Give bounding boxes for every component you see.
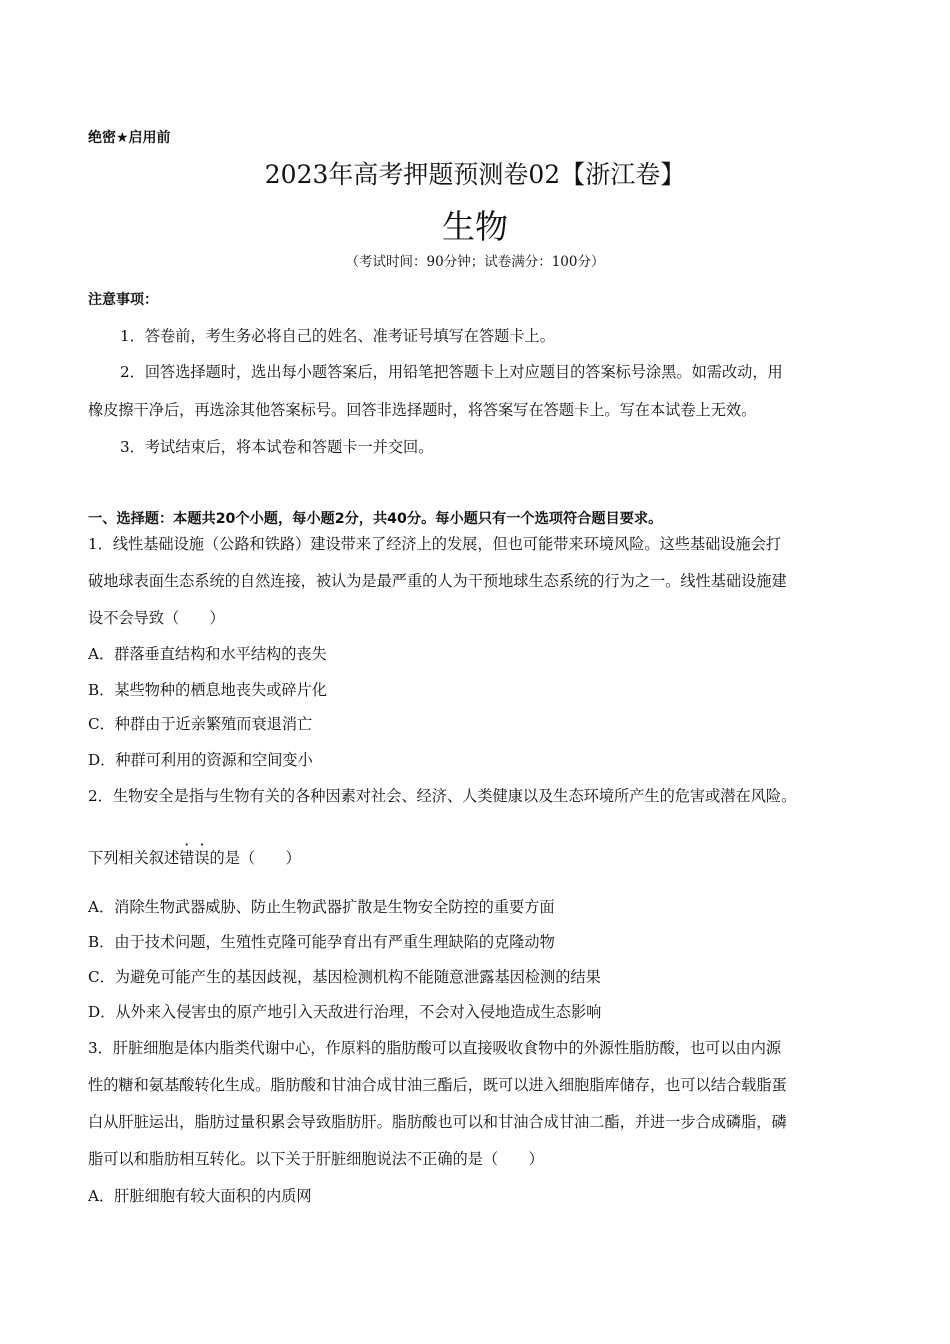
question-2-stem-suffix: 的是（ ） — [209, 849, 301, 867]
exam-title: 2023年高考押题预测卷02【浙江卷】 — [264, 160, 686, 189]
question-2-option-a: A．消除生物武器威胁、防止生物武器扩散是生物安全防控的重要方面 — [88, 898, 555, 916]
question-2-text: 2．生物安全是指与生物有关的各种因素对社会、经济、人类健康以及生态环境所产生的危害或潜在风险。 — [88, 787, 797, 805]
subject-title: 生物 — [442, 207, 508, 246]
question-3-text: 性的糖和氨基酸转化生成。脂肪酸和甘油合成甘油三酯后，既可以进入细胞脂库储存，也可以结合载脂蛋 — [88, 1076, 787, 1094]
question-1-option-a: A．群落垂直结构和水平结构的丧失 — [88, 645, 327, 663]
question-3-text: 白从肝脏运出，脂肪过量积累会导致脂肪肝。脂肪酸也可以和甘油合成甘油二酯，并进一步合成磷脂，磷 — [88, 1113, 787, 1131]
note-item: 1．答卷前，考生务必将自己的姓名、准考证号填写在答题卡上。 — [120, 327, 555, 345]
question-3-option-a: A．肝脏细胞有较大面积的内质网 — [88, 1187, 312, 1205]
exam-info: （考试时间：90分钟；试卷满分：100分） — [345, 254, 605, 270]
question-2-option-b: B．由于技术问题，生殖性克隆可能孕育出有严重生理缺陷的克隆动物 — [88, 933, 555, 951]
question-1-option-b: B．某些物种的栖息地丧失或碎片化 — [88, 681, 327, 699]
question-2-stem-prefix: 下列相关叙述 — [88, 849, 180, 867]
section-heading: 一、选择题：本题共20个小题，每小题2分，共40分。每小题只有一个选项符合题目要求。 — [88, 511, 663, 527]
secret-label: 绝密★启用前 — [88, 130, 171, 146]
note-item-continued: 橡皮擦干净后，再选涂其他答案标号。回答非选择题时，将答案写在答题卡上。写在本试卷上无效。 — [88, 401, 757, 419]
question-3-text: 脂可以和脂肪相互转化。以下关于肝脏细胞说法不正确的是（ ） — [88, 1150, 544, 1168]
question-2-option-d: D．从外来入侵害虫的原产地引入天敌进行治理，不会对入侵地造成生态影响 — [88, 1003, 602, 1021]
emphasis-char: 错 — [179, 849, 195, 867]
question-1-text: 设不会导致（ ） — [88, 609, 225, 627]
question-1-option-c: C．种群由于近亲繁殖而衰退消亡 — [88, 715, 313, 733]
question-3-text: 3．肝脏细胞是体内脂类代谢中心，作原料的脂肪酸可以直接吸收食物中的外源性脂肪酸，也可以由内源 — [88, 1039, 782, 1057]
note-item: 2．回答选择题时，选出每小题答案后，用铅笔把答题卡上对应题目的答案标号涂黑。如需改动，用 — [120, 363, 783, 381]
notes-title: 注意事项： — [88, 292, 158, 308]
question-2-stem — [88, 848, 301, 868]
question-1-text: 破地球表面生态系统的自然连接，被认为是最严重的人为干预地球生态系统的行为之一。线性基础设施建 — [88, 572, 787, 590]
emphasis-char: 误 — [194, 849, 210, 867]
note-item: 3．考试结束后，将本试卷和答题卡一并交回。 — [120, 438, 434, 456]
question-1-text: 1．线性基础设施（公路和铁路）建设带来了经济上的发展，但也可能带来环境风险。这些基础设施会打 — [88, 535, 782, 553]
question-1-option-d: D．种群可利用的资源和空间变小 — [88, 751, 313, 769]
question-2-option-c: C．为避免可能产生的基因歧视，基因检测机构不能随意泄露基因检测的结果 — [88, 968, 601, 986]
